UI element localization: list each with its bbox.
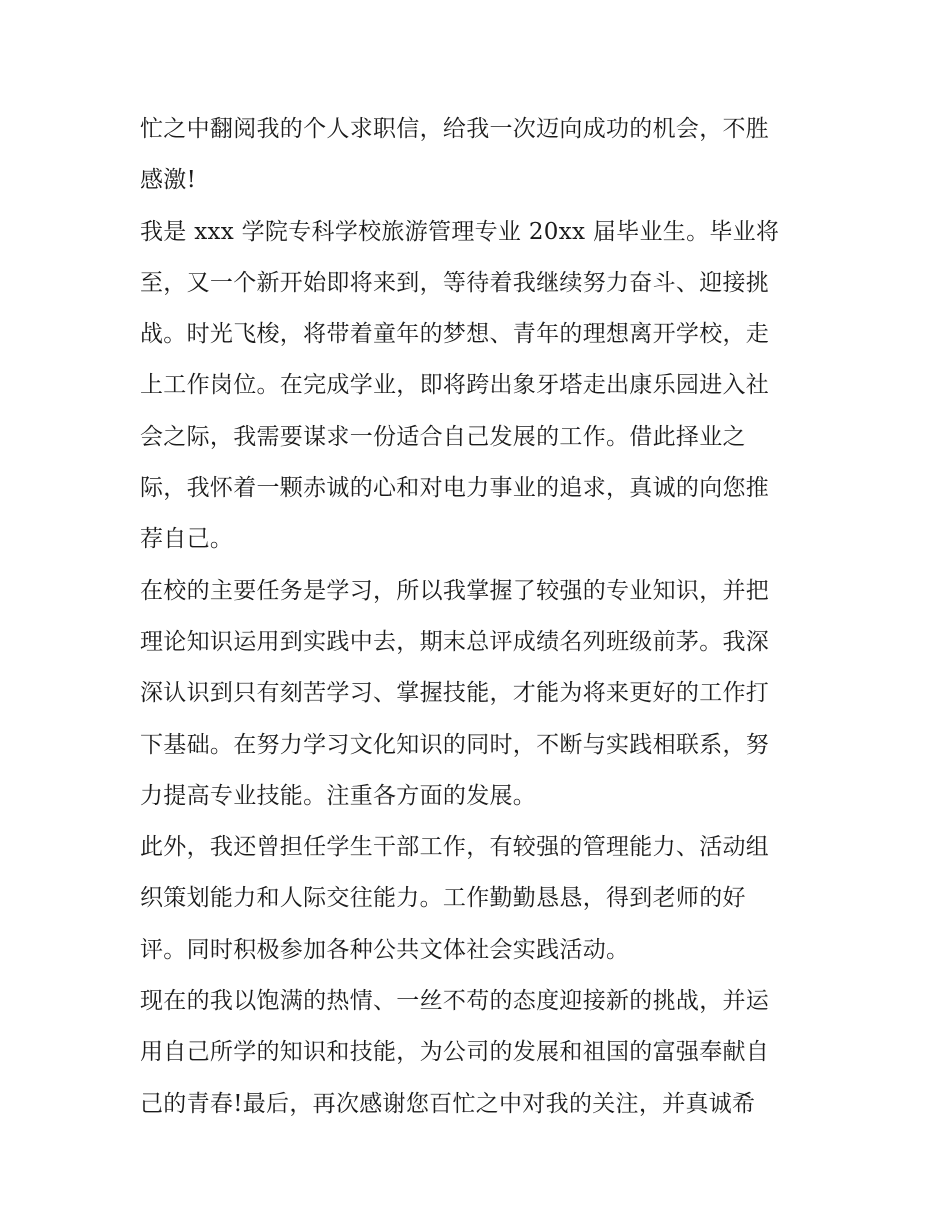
text-line: 战。时光飞梭，将带着童年的梦想、青年的理想离开学校，走 [140,321,770,348]
text-line: 荐自己。 [140,526,234,553]
text-line: 感激! [140,167,197,194]
text-line: 下基础。在努力学习文化知识的同时，不断与实践相联系，努 [140,731,770,758]
text-line: 至，又一个新开始即将来到，等待着我继续努力奋斗、迎接挑 [140,269,770,296]
text-line: 会之际，我需要谋求一份适合自己发展的工作。借此择业之 [140,423,746,450]
text-line: 我是 xxx 学院专科学校旅游管理专业 20xx 届毕业生。毕业将 [140,218,780,245]
text-line: 用自己所学的知识和技能，为公司的发展和祖国的富强奉献自 [140,1039,770,1066]
text-line: 力提高专业技能。注重各方面的发展。 [140,782,537,809]
text-line: 理论知识运用到实践中去，期末总评成绩名列班级前茅。我深 [140,628,770,655]
text-line: 此外，我还曾担任学生干部工作，有较强的管理能力、活动组 [140,834,770,861]
text-line: 忙之中翻阅我的个人求职信，给我一次迈向成功的机会，不胜 [140,116,770,142]
text-line: 上工作岗位。在完成学业，即将跨出象牙塔走出康乐园进入社 [140,372,770,399]
text-line: 评。同时积极参加各种公共文体社会实践活动。 [140,936,630,963]
text-line: 现在的我以饱满的热情、一丝不苟的态度迎接新的挑战，并运 [140,988,770,1015]
text-line: 深认识到只有刻苦学习、掌握技能，才能为将来更好的工作打 [140,680,770,707]
text-line: 己的青春!最后，再次感谢您百忙之中对我的关注，并真诚希 [140,1090,756,1117]
text-line: 织策划能力和人际交往能力。工作勤勤恳恳，得到老师的好 [140,885,746,912]
letter-body [140,104,820,1130]
text-line: 在校的主要任务是学习，所以我掌握了较强的专业知识，并把 [140,577,770,604]
text-line: 际，我怀着一颗赤诚的心和对电力事业的追求，真诚的向您推 [140,475,770,502]
